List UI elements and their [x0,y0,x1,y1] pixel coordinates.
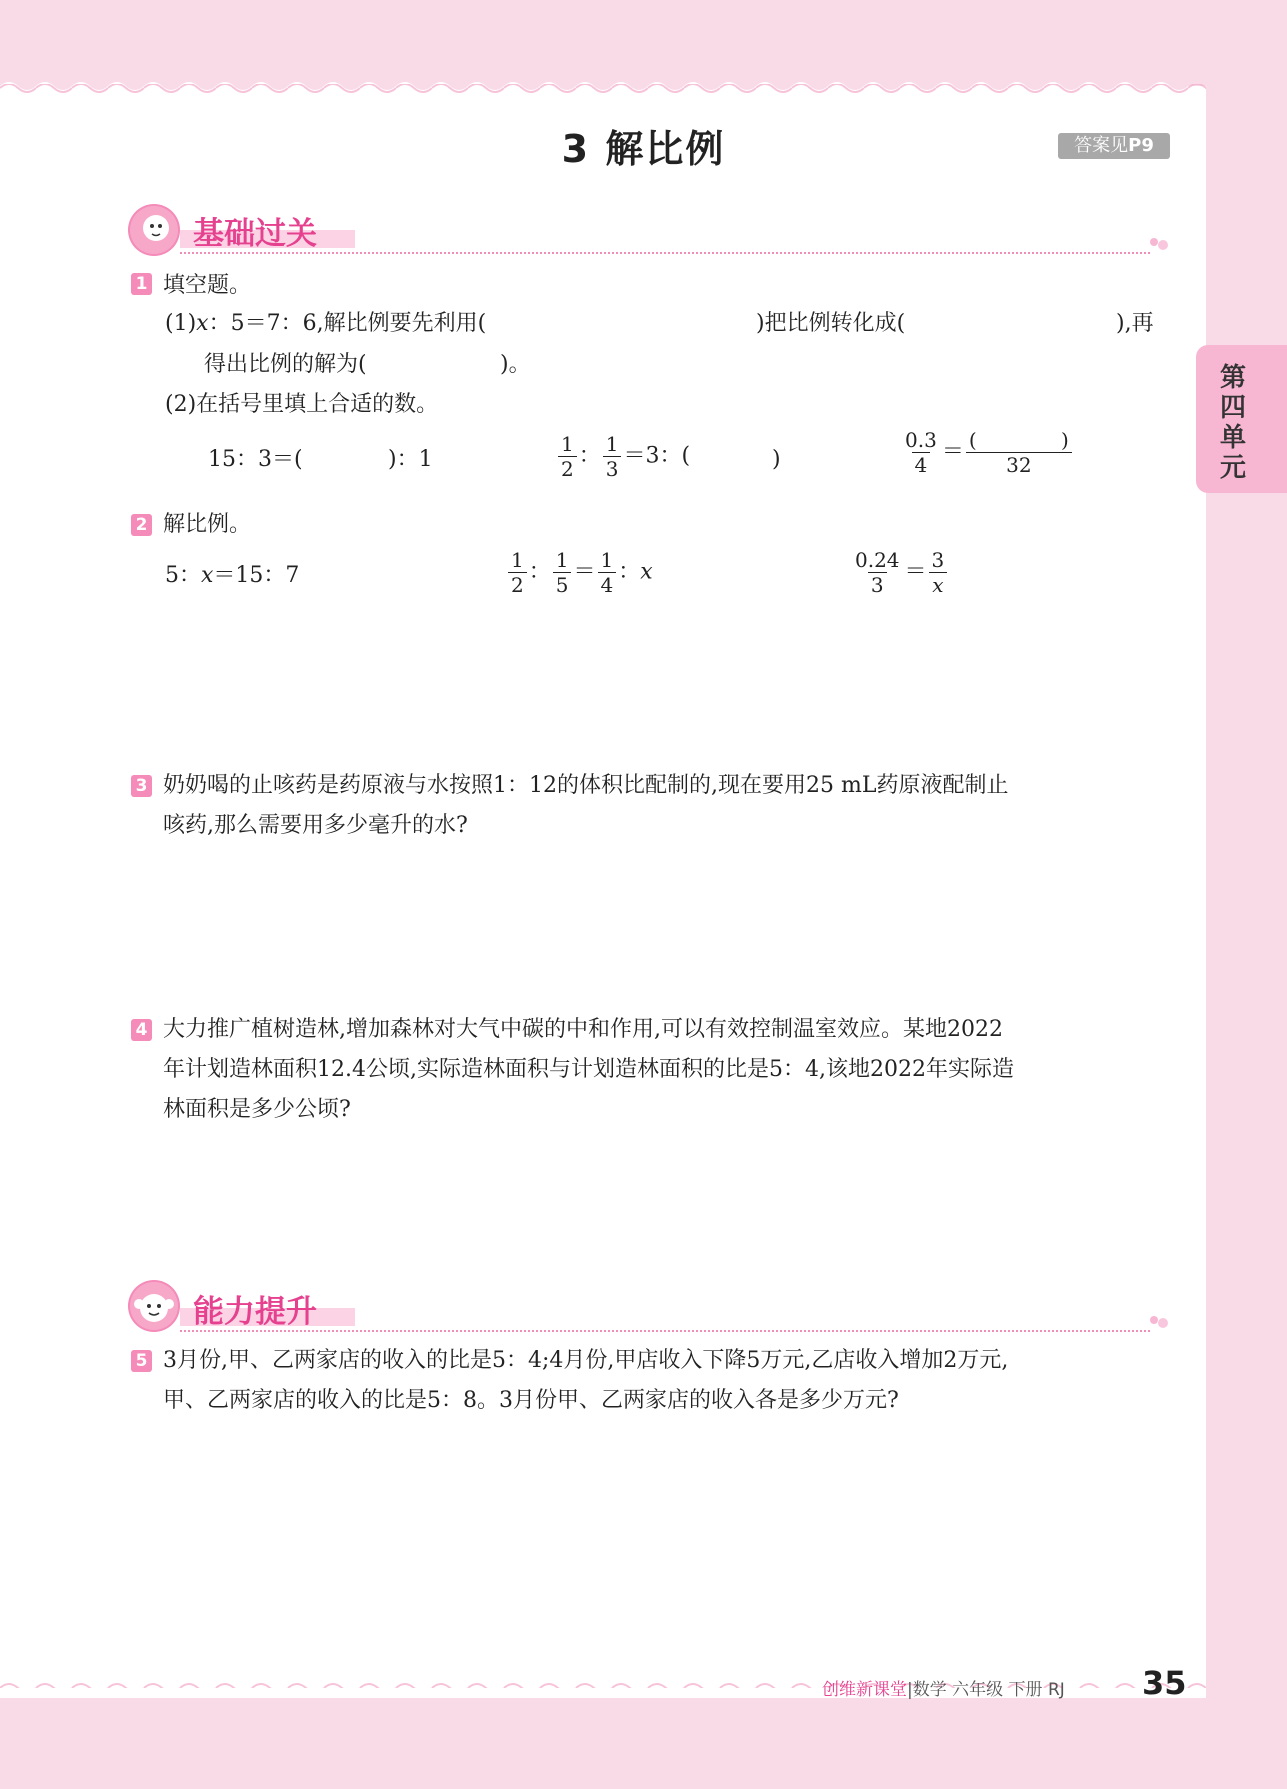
answer-ref-page: P9 [1128,135,1154,156]
q4-line1: 大力推广植树造林,增加森林对大气中碳的中和作用,可以有效控制温室效应。某地2022 [163,1017,1003,1042]
numerator: 1 [561,432,574,456]
q1-title: 填空题。 [163,273,252,298]
numerator: 1 [605,432,619,456]
denominator: x [929,572,946,597]
q1-part2-instruction: (2)在括号里填上合适的数。 [165,392,439,417]
numerator: 1 [555,548,569,572]
mascot-icon [128,1280,180,1332]
footer-book-info: 数学 六年级 下册 RJ [912,1680,1065,1700]
question-number-3: 3 [131,775,152,797]
q1-part1-line2-end: )。 [500,352,531,377]
q2-title: 解比例。 [163,512,252,537]
q1-part1-mid: )把比例转化成( [756,311,906,336]
footer-brand: 创维新课堂 [822,1680,907,1700]
numerator: 1 [600,548,614,572]
numerator-blank [966,428,1072,452]
variable: x [201,563,214,588]
q1-part1-variable: x [196,311,209,336]
section-divider [180,1330,1150,1332]
q4-line3: 林面积是多少公顷? [163,1097,351,1122]
question-number-2: 2 [131,514,152,536]
q1-part1-text: ：5＝7：6,解比例要先利用( [208,311,487,336]
fraction [852,548,903,597]
answer-reference-badge [1058,133,1170,159]
denominator: 4 [598,572,617,597]
equals: ＝ [904,559,927,585]
q3-line2: 咳药,那么需要用多少毫升的水? [163,813,468,838]
q1-item-b-rest: ＝3：( [623,443,691,469]
q5-line2: 甲、乙两家店的收入的比是5：8。3月份甲、乙两家店的收入各是多少万元? [163,1388,899,1413]
colon: ： [618,559,641,585]
mascot-icon [128,204,180,256]
q1-part1-line2: 得出比例的解为( [204,352,367,377]
variable: x [640,559,653,585]
fraction [929,548,948,597]
q2-item-a [165,556,299,596]
unit-side-tab-label: 第四单元 [1219,363,1246,483]
page-number: 35 [1142,1664,1187,1702]
paren-close: ) [1061,428,1069,452]
fraction [902,428,940,477]
fraction [508,548,527,597]
q1-item-b [556,432,690,481]
q2-item-b [506,548,653,597]
q2-item-a-post: ＝15：7 [213,563,300,588]
q3-line1: 奶奶喝的止咳药是药原液与水按照1：12的体积比配制的,现在要用25 mL药原液配制止 [163,773,1009,798]
section-divider [180,252,1150,254]
denominator: 5 [553,572,572,597]
footer-info [822,1675,1065,1700]
question-number-1: 1 [131,273,152,295]
numerator: 1 [511,548,524,572]
denominator: 3 [868,572,887,597]
denominator: 2 [558,456,577,481]
denominator: 3 [603,456,622,481]
decor-dot [1150,238,1158,246]
decor-dot [1158,1318,1168,1328]
q1-item-a-left: 15：3＝( [208,447,303,472]
footer-separator: | [907,1680,913,1700]
decor-dot [1158,240,1168,250]
q1-part1-prefix: (1) [165,311,197,336]
question-number-4: 4 [131,1019,152,1041]
q5-line1: 3月份,甲、乙两家店的收入的比是5：4;4月份,甲店收入下降5万元,乙店收入增加2万元, [163,1348,1009,1373]
equals: ＝ [941,439,964,465]
q2-item-a-pre: 5： [165,563,201,588]
numerator: 3 [931,548,945,572]
q1-item-b-close: ) [772,447,781,472]
colon: ： [578,443,601,469]
numerator: 0.24 [855,548,900,572]
denominator: 4 [912,452,931,477]
fraction [598,548,617,597]
fraction-blank [966,428,1072,477]
denominator: 32 [966,452,1072,477]
colon: ： [528,559,551,585]
denominator: 2 [508,572,527,597]
fraction [553,548,572,597]
q1-part1-line1 [165,304,486,344]
page-title: 3 解比例 [561,127,726,171]
question-number-5: 5 [131,1350,152,1372]
fraction [558,432,577,481]
q1-item-c [900,428,1074,477]
section-title-advanced: 能力提升 [193,1294,317,1330]
q4-line2: 年计划造林面积12.4公顷,实际造林面积与计划造林面积的比是5：4,该地2022年实际造 [163,1057,1014,1082]
decor-dot [1150,1316,1158,1324]
q2-item-c [850,548,949,597]
unit-side-tab [1196,345,1287,493]
answer-ref-label: 答案见 [1074,135,1129,156]
equals: ＝ [573,559,596,585]
section-title-basic: 基础过关 [193,216,317,252]
q1-part1-end: ),再 [1116,311,1154,336]
numerator: 0.3 [905,428,937,452]
q1-item-a-right: )：1 [388,447,433,472]
paren-open: ( [968,428,977,452]
fraction [603,432,622,481]
